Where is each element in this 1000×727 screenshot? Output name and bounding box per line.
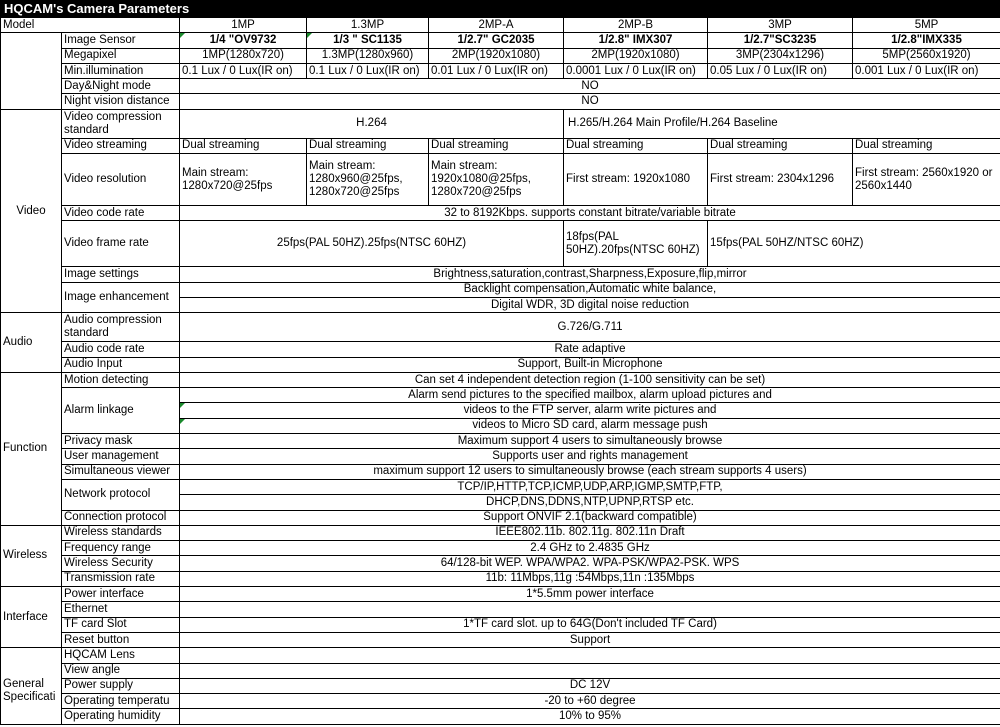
table-row	[1, 587, 1000, 602]
row-label: Video streaming	[62, 138, 180, 153]
row-label: Power supply	[62, 678, 180, 693]
table-cell: 2MP(1920x1080)	[429, 48, 564, 63]
row-label: Network protocol	[62, 479, 180, 510]
table-row	[1, 556, 1000, 571]
table-cell: 1/2.8" IMX307	[564, 33, 708, 48]
table-row	[1, 648, 1000, 663]
row-label: Operating temperatu	[62, 694, 180, 709]
table-cell: 15fps(PAL 50HZ/NTSC 60HZ)	[708, 221, 1000, 267]
row-label: Operating humidity	[62, 709, 180, 724]
table-row	[1, 602, 1000, 617]
table-cell: 1/2.7"SC3235	[708, 33, 853, 48]
table-cell: 1*TF card slot. up to 64G(Don't included TF Card)	[180, 617, 1000, 632]
table-row	[1, 541, 1000, 556]
table-cell	[180, 648, 1000, 663]
table-row	[1, 709, 1000, 724]
table-row	[1, 79, 1000, 94]
table-cell: 5MP(2560x1920)	[853, 48, 1000, 63]
row-label: Alarm linkage	[62, 388, 180, 434]
table-cell: 1.3MP(1280x960)	[307, 48, 429, 63]
table-cell: 64/128-bit WEP. WPA/WPA2. WPA-PSK/WPA2-PSK. WPS	[180, 556, 1000, 571]
table-cell: Supports user and rights management	[180, 449, 1000, 464]
group-label-wireless: Wireless	[1, 525, 62, 586]
table-cell: Alarm send pictures to the specified mailbox, alarm upload pictures and	[180, 388, 1000, 403]
table-row	[1, 571, 1000, 586]
table-cell: -20 to +60 degree	[180, 694, 1000, 709]
header-model: 2MP-B	[564, 18, 708, 33]
table-cell: Brightness,saturation,contrast,Sharpness,Exposure,flip,mirror	[180, 267, 1000, 282]
table-row	[1, 617, 1000, 632]
table-row	[1, 313, 1000, 342]
table-row	[1, 154, 1000, 206]
sheet-title: HQCAM's Camera Parameters	[0, 0, 1000, 17]
table-cell: videos to Micro SD card, alarm message push	[180, 418, 1000, 433]
row-label: Min.illumination	[62, 63, 180, 78]
row-label: Motion detecting	[62, 372, 180, 387]
row-label: Audio compression standard	[62, 313, 180, 342]
table-cell: Maximum support 4 users to simultaneously browse	[180, 434, 1000, 449]
table-row	[1, 48, 1000, 63]
table-cell	[180, 602, 1000, 617]
table-cell: Can set 4 independent detection region (1-100 sensitivity can be set)	[180, 372, 1000, 387]
table-cell: videos to the FTP server, alarm write pictures and	[180, 403, 1000, 418]
row-label: User management	[62, 449, 180, 464]
table-cell: NO	[180, 94, 1000, 109]
table-row	[1, 342, 1000, 357]
row-label: Audio Input	[62, 357, 180, 372]
table-cell: Backlight compensation,Automatic white balance,	[180, 282, 1000, 297]
table-cell: Support ONVIF 2.1(backward compatible)	[180, 510, 1000, 525]
table-cell: Main stream: 1920x1080@25fps, 1280x720@25fps	[429, 154, 564, 206]
table-cell: Dual streaming	[180, 138, 307, 153]
table-row	[1, 663, 1000, 678]
table-row	[1, 449, 1000, 464]
table-cell: 0.05 Lux / 0 Lux(IR on)	[708, 63, 853, 78]
table-row	[1, 678, 1000, 693]
table-row	[1, 109, 1000, 138]
table-cell: 3MP(2304x1296)	[708, 48, 853, 63]
table-row	[1, 694, 1000, 709]
table-cell: maximum support 12 users to simultaneously browse (each stream supports 4 users)	[180, 464, 1000, 479]
row-label: Video resolution	[62, 154, 180, 206]
header-model: 3MP	[708, 18, 853, 33]
group-label-video: Video	[1, 109, 62, 312]
table-cell: Digital WDR, 3D digital noise reduction	[180, 297, 1000, 312]
table-cell: 0.1 Lux / 0 Lux(IR on)	[180, 63, 307, 78]
table-cell: TCP/IP,HTTP,TCP,ICMP,UDP,ARP,IGMP,SMTP,FTP,	[180, 479, 1000, 494]
table-cell: Support, Built-in Microphone	[180, 357, 1000, 372]
row-label: Wireless standards	[62, 525, 180, 540]
table-cell: 0.01 Lux / 0 Lux(IR on)	[429, 63, 564, 78]
row-label: Connection protocol	[62, 510, 180, 525]
table-row	[1, 221, 1000, 267]
table-cell: 1*5.5mm power interface	[180, 587, 1000, 602]
table-cell: H.264	[180, 109, 564, 138]
group-cell-basic	[1, 33, 62, 109]
header-model-label: Model	[1, 18, 180, 33]
group-label-audio: Audio	[1, 313, 62, 373]
row-label: Day&Night mode	[62, 79, 180, 94]
row-label: Video code rate	[62, 206, 180, 221]
row-label: Privacy mask	[62, 434, 180, 449]
group-label-function: Function	[1, 372, 62, 525]
table-cell: 0.1 Lux / 0 Lux(IR on)	[307, 63, 429, 78]
group-label-interface: Interface	[1, 587, 62, 648]
table-row	[1, 63, 1000, 78]
row-label: Power interface	[62, 587, 180, 602]
table-row	[1, 372, 1000, 387]
table-cell: First stream: 2560x1920 or 2560x1440	[853, 154, 1000, 206]
table-row	[1, 282, 1000, 297]
table-row	[1, 510, 1000, 525]
table-cell: 1/3 " SC1135	[307, 33, 429, 48]
table-cell: Dual streaming	[853, 138, 1000, 153]
table-row	[1, 479, 1000, 494]
row-label: Reset button	[62, 632, 180, 647]
table-row	[1, 434, 1000, 449]
table-cell: Dual streaming	[429, 138, 564, 153]
table-cell: DC 12V	[180, 678, 1000, 693]
table-cell: IEEE802.11b. 802.11g. 802.11n Draft	[180, 525, 1000, 540]
row-label: Transmission rate	[62, 571, 180, 586]
row-label: Megapixel	[62, 48, 180, 63]
table-cell: 32 to 8192Kbps. supports constant bitrate/variable bitrate	[180, 206, 1000, 221]
row-label: Image Sensor	[62, 33, 180, 48]
table-row	[1, 138, 1000, 153]
table-row	[1, 464, 1000, 479]
table-cell: First stream: 2304x1296	[708, 154, 853, 206]
table-cell: 1MP(1280x720)	[180, 48, 307, 63]
table-cell: G.726/G.711	[180, 313, 1000, 342]
table-cell: 1/4 "OV9732	[180, 33, 307, 48]
table-cell: 0.0001 Lux / 0 Lux(IR on)	[564, 63, 708, 78]
table-cell: Support	[180, 632, 1000, 647]
table-row	[1, 632, 1000, 647]
table-row	[1, 525, 1000, 540]
row-label: View angle	[62, 663, 180, 678]
table-cell: 1/2.8"IMX335	[853, 33, 1000, 48]
table-cell: 2MP(1920x1080)	[564, 48, 708, 63]
row-label: Ethernet	[62, 602, 180, 617]
row-label: TF card Slot	[62, 617, 180, 632]
row-label: Video frame rate	[62, 221, 180, 267]
table-row	[1, 357, 1000, 372]
row-label: Night vision distance	[62, 94, 180, 109]
row-label: Simultaneous viewer	[62, 464, 180, 479]
header-model: 2MP-A	[429, 18, 564, 33]
table-cell: 25fps(PAL 50HZ).25fps(NTSC 60HZ)	[180, 221, 564, 267]
header-row	[1, 18, 1000, 33]
table-row	[1, 388, 1000, 403]
table-cell: DHCP,DNS,DDNS,NTP,UPNP,RTSP etc.	[180, 495, 1000, 510]
table-row	[1, 206, 1000, 221]
row-label: HQCAM Lens	[62, 648, 180, 663]
group-label-general: General Specificati	[1, 678, 62, 724]
table-cell: Dual streaming	[307, 138, 429, 153]
row-label: Image settings	[62, 267, 180, 282]
row-label: Frequency range	[62, 541, 180, 556]
table-cell: NO	[180, 79, 1000, 94]
header-model: 1MP	[180, 18, 307, 33]
table-cell: Rate adaptive	[180, 342, 1000, 357]
row-label: Image enhancement	[62, 282, 180, 313]
table-cell: Main stream: 1280x960@25fps, 1280x720@25fps	[307, 154, 429, 206]
table-row	[1, 94, 1000, 109]
row-label: Video compression standard	[62, 109, 180, 138]
table-cell: 1/2.7" GC2035	[429, 33, 564, 48]
table-cell: Dual streaming	[564, 138, 708, 153]
table-cell: H.265/H.264 Main Profile/H.264 Baseline	[564, 109, 1000, 138]
table-cell: Dual streaming	[708, 138, 853, 153]
table-cell: 2.4 GHz to 2.4835 GHz	[180, 541, 1000, 556]
row-label: Wireless Security	[62, 556, 180, 571]
table-cell: 11b: 11Mbps,11g :54Mbps,11n :135Mbps	[180, 571, 1000, 586]
row-label: Audio code rate	[62, 342, 180, 357]
table-cell: Main stream: 1280x720@25fps	[180, 154, 307, 206]
table-cell: 0.001 Lux / 0 Lux(IR on)	[853, 63, 1000, 78]
table-cell: 10% to 95%	[180, 709, 1000, 724]
table-cell: First stream: 1920x1080	[564, 154, 708, 206]
spec-table	[0, 17, 1000, 725]
table-row	[1, 33, 1000, 48]
group-spacer	[1, 648, 62, 679]
header-model: 1.3MP	[307, 18, 429, 33]
table-row	[1, 267, 1000, 282]
table-cell: 18fps(PAL 50HZ).20fps(NTSC 60HZ)	[564, 221, 708, 267]
table-cell	[180, 663, 1000, 678]
header-model: 5MP	[853, 18, 1000, 33]
